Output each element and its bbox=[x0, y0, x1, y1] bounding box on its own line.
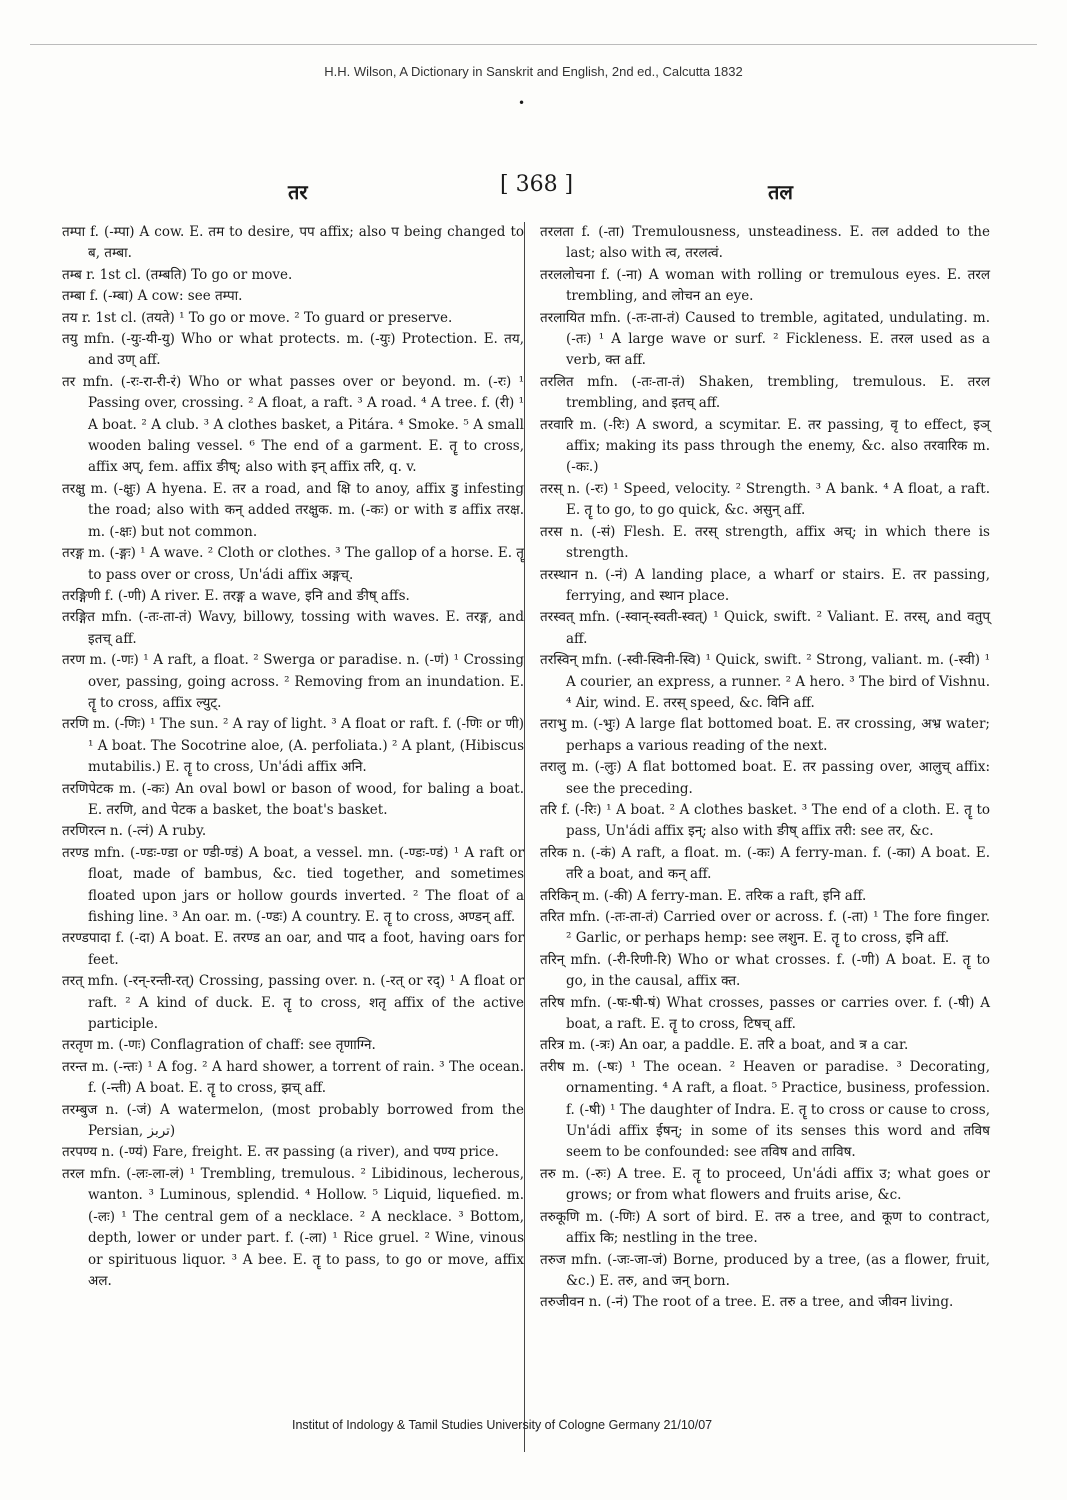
dictionary-entry: तरन्त m. (-न्तः) ¹ A fog. ² A hard shower, a torrent of rain. ³ The ocean. f. (-न्ती) A boat. E. तॄ to cross, झच् aff. bbox=[62, 1058, 524, 1097]
page-header bbox=[60, 172, 1007, 202]
dictionary-entry: तरस्वत् mfn. (-स्वान्-स्वती-स्वत्) ¹ Quick, swift. ² Valiant. E. तरस्, and वतुप् aff. bbox=[540, 609, 990, 647]
dictionary-entry: तरङ्गिणी f. (-णी) A river. E. तरङ्ग a wave, इनि and ङीष् affs. bbox=[62, 587, 410, 604]
mark-dot: • bbox=[518, 96, 526, 110]
top-rule bbox=[30, 44, 1037, 45]
dictionary-entry: तरिक n. (-कं) A raft, a float. m. (-कः) A ferry-man. f. (-का) A boat. E. तरि a boat, and कन् aff. bbox=[540, 844, 990, 883]
dictionary-entry: तरस्विन् mfn. (-स्वी-स्विनी-स्वि) ¹ Quick, swift. ² Strong, valiant. m. (-स्वी) ¹ A courier, an express, a runner. ² A hero. ³ The bird of Vishnu. ⁴ Air, wind. E. तरस् speed, &c. विनि aff. bbox=[540, 652, 990, 711]
dictionary-entry: तरलता f. (-ता) Tremulousness, unsteadiness. E. तल added to the last; also with त्व, तरलत्वं. bbox=[540, 224, 990, 262]
dictionary-entry: तरल mfn. (-लः-ला-लं) ¹ Trembling, tremulous. ² Libidinous, lecherous, wanton. ³ Luminous, splendid. ⁴ Hollow. ⁵ Liquid, liquefied. m. (-लः) ¹ The central gem of a necklace. ² A necklace. ³ Bottom, depth, lower or under part. f. (-ला) ¹ Rice gruel. ² Wine, vinous or spirituous liquor. ³ A bee. E. तॄ to pass, to go or move, affix अल. bbox=[62, 1165, 524, 1289]
dictionary-entry: तरङ्गित mfn. (-तः-ता-तं) Wavy, billowy, tossing with waves. E. तरङ्ग, and इतच् aff. bbox=[62, 609, 524, 647]
page-number: [ 368 ] bbox=[500, 172, 574, 197]
dictionary-entry: तय r. 1st cl. (तयते) ¹ To go or move. ² To guard or preserve. bbox=[62, 309, 453, 326]
dictionary-entry: तयु mfn. (-युः-यी-यु) Who or what protects. m. (-युः) Protection. E. तय, and उण् aff. bbox=[62, 331, 524, 369]
source-credit: H.H. Wilson, A Dictionary in Sanskrit and English, 2nd ed., Calcutta 1832 bbox=[324, 64, 743, 79]
dictionary-entry: तरि f. (-रिः) ¹ A boat. ² A clothes basket. ³ The end of a cloth. E. तॄ to pass, Un'ádi affix इन्; also with ङीष् affix तरी: see तर, &c. bbox=[540, 801, 990, 840]
dictionary-entry: तरित्र m. (-त्रः) An oar, a paddle. E. तरि a boat, and त्र a car. bbox=[540, 1037, 909, 1054]
dictionary-entry: तरुजीवन n. (-नं) The root of a tree. E. तरु a tree, and जीवन living. bbox=[540, 1294, 954, 1311]
dictionary-entry: तरतृण m. (-णः) Conflagration of chaff: see तृणाग्नि. bbox=[62, 1037, 376, 1054]
dictionary-entry: तर mfn. (-रः-रा-री-रं) Who or what passes over or beyond. m. (-रः) ¹ Passing over, crossing. ² A float, a raft. ³ A road. ⁴ A tree. f. (री) ¹ A boat. ² A club. ³ A clothes basket, a Pitára. ⁴ Smoke. ⁵ A small wooden baling vessel. ⁶ The end of a garment. E. तॄ to cross, affix अप्, fem. affix ङीष्; also with इन् affix तरि, q. v. bbox=[62, 373, 524, 476]
dictionary-entry: तरिकिन् m. (-की) A ferry-man. E. तरिक a raft, इनि aff. bbox=[540, 887, 867, 904]
dictionary-entry: तरपण्य n. (-ण्यं) Fare, freight. E. तर passing (a river), and पण्य price. bbox=[62, 1144, 499, 1161]
dictionary-entry: तम्पा f. (-म्पा) A cow. E. तम to desire, पप affix; also प being changed to ब, तम्बा. bbox=[62, 224, 524, 262]
right-running-headword: तल bbox=[768, 180, 793, 204]
dictionary-entry: तराभु m. (-भुः) A large flat bottomed boat. E. तर crossing, अभ्र water; perhaps a various reading of the next. bbox=[540, 716, 990, 754]
dictionary-entry: तरीष m. (-षः) ¹ The ocean. ² Heaven or paradise. ³ Decorating, ornamenting. ⁴ A raft, a float. ⁵ Practice, business, profession. f. (-षी) ¹ The daughter of Indra. E. तॄ to cross or cause to cross, Un'ádi affix ईषन्; in some of its senses this word and तविष seem to be confounded: see तविष and ताविष. bbox=[540, 1058, 990, 1161]
dictionary-entry: तरण्डपादा f. (-दा) A boat. E. तरण्ड an oar, and पाद a foot, having oars for feet. bbox=[62, 930, 524, 968]
dictionary-entry: तरत् mfn. (-रन्-रन्ती-रत्) Crossing, passing over. n. (-रत् or रद्) ¹ A float or raft. ² A kind of duck. E. तॄ to cross, शतृ affix of the active participle. bbox=[62, 973, 524, 1033]
dictionary-entry: तरक्षु m. (-क्षुः) A hyena. E. तर a road, and क्षि to anoy, affix डु infesting the road; also with कन् added तरक्षुक. m. (-कः) or with ड affix तरक्ष. m. (-क्षः) but not common. bbox=[62, 480, 524, 540]
dictionary-entry: तरिष mfn. (-षः-षी-षं) What crosses, passes or carries over. f. (-षी) A boat, a raft. E. तॄ to cross, टिषच् aff. bbox=[540, 994, 990, 1033]
dictionary-entry: तरणिरत्न n. (-त्नं) A ruby. bbox=[62, 823, 207, 840]
dictionary-entry: तरिन् mfn. (-री-रिणी-रि) Who or what crosses. f. (-णी) A boat. E. तॄ to go, in the causal, affix क्त. bbox=[540, 951, 990, 990]
dictionary-entry: तरस् n. (-रः) ¹ Speed, velocity. ² Strength. ³ A bank. ⁴ A float, a raft. E. तॄ to go, to go quick, &c. असुन् aff. bbox=[540, 480, 990, 519]
left-column bbox=[62, 222, 524, 1292]
dictionary-entry: तरणिपेटक m. (-कः) An oval bowl or bason of wood, for baling a boat. E. तरणि, and पेटक a basket, the boat's basket. bbox=[62, 780, 524, 818]
dictionary-entry: तरुकूणि m. (-णिः) A sort of bird. E. तरु a tree, and कूण to contract, affix कि; nestling in the tree. bbox=[540, 1208, 990, 1247]
dictionary-entry: तरलित mfn. (-तः-ता-तं) Shaken, trembling, tremulous. E. तरल trembling, and इतच् aff. bbox=[540, 373, 990, 412]
dictionary-entry: तरण m. (-णः) ¹ A raft, a float. ² Swerga or paradise. n. (-णं) ¹ Crossing over, passing, going across. ² Removing from an inundation. E. तॄ to cross, affix ल्युट्. bbox=[62, 652, 524, 711]
right-column bbox=[540, 222, 990, 1314]
dictionary-entry: तरुज mfn. (-जः-जा-जं) Borne, produced by a tree, (as a flower, fruit, &c.) E. तरु, and जन् born. bbox=[540, 1251, 990, 1289]
dictionary-entry: तरङ्ग m. (-ङ्गः) ¹ A wave. ² Cloth or clothes. ³ The gallop of a horse. E. तॄ to pass over or cross, Un'ádi affix अङ्गच्. bbox=[62, 545, 524, 583]
dictionary-entry: तम्ब r. 1st cl. (तम्बति) To go or move. bbox=[62, 266, 293, 283]
dictionary-entry: तरणि m. (-णिः) ¹ The sun. ² A ray of light. ³ A float or raft. f. (-णिः or णी) ¹ A boat. The Socotrine aloe, (A. perfoliata.) ² A plant, (Hibiscus mutabilis.) E. तॄ to cross, Un'ádi affix अनि. bbox=[62, 716, 524, 776]
column-divider bbox=[524, 222, 525, 1452]
dictionary-entry: तरललोचना f. (-ना) A woman with rolling or tremulous eyes. E. तरल trembling, and लोचन an eye. bbox=[540, 266, 990, 305]
dictionary-entry: तरालु m. (-लुः) A flat bottomed boat. E. तर passing over, आलुच् affix: see the preceding. bbox=[540, 759, 990, 797]
dictionary-entry: तरण्ड mfn. (-ण्डः-ण्डा or ण्डी-ण्डं) A boat, a vessel. mn. (-ण्डः-ण्डं) ¹ A raft or float, made of bambus, &c. tied together, and sometimes floated upon jars or hollow gourds inverted. ² The float of a fishing line. ³ An oar. m. (-ण्डः) A country. E. तॄ to cross, अण्डन् aff. bbox=[62, 844, 524, 925]
dictionary-entry: तम्बा f. (-म्बा) A cow: see तम्पा. bbox=[62, 288, 243, 305]
dictionary-entry: तरस्थान n. (-नं) A landing place, a wharf or stairs. E. तर passing, ferrying, and स्थान place. bbox=[540, 566, 990, 604]
dictionary-entry: तरस n. (-सं) Flesh. E. तरस् strength, affix अच्; in which there is strength. bbox=[540, 523, 990, 562]
dictionary-entry: तरलायित mfn. (-तः-ता-तं) Caused to tremble, agitated, undulating. m. (-तः) ¹ A large wave or surf. ² Fickleness. E. तरल used as a verb, क्त aff. bbox=[540, 309, 990, 369]
footer-credit: Institut of Indology & Tamil Studies University of Cologne Germany 21/10/07 bbox=[292, 1418, 713, 1432]
dictionary-entry: तरु m. (-रुः) A tree. E. तॄ to proceed, Un'ádi affix उ; what goes or grows; or from what flowers and fruits arise, &c. bbox=[540, 1165, 990, 1204]
dictionary-entry: तरम्बुज n. (-जं) A watermelon, (most probably borrowed from the Persian, تربز) bbox=[62, 1101, 524, 1140]
dictionary-entry: तरवारि m. (-रिः) A sword, a scymitar. E. तर passing, वृ to effect, इञ् affix; making its pass through the enemy, &c. also तरवारिक m. (-कः.) bbox=[540, 416, 990, 476]
left-running-headword: तर bbox=[288, 180, 308, 204]
dictionary-entry: तरित mfn. (-तः-ता-तं) Carried over or across. f. (-ता) ¹ The fore finger. ² Garlic, or perhaps hemp: see लशुन. E. तॄ to cross, इनि aff. bbox=[540, 909, 990, 947]
